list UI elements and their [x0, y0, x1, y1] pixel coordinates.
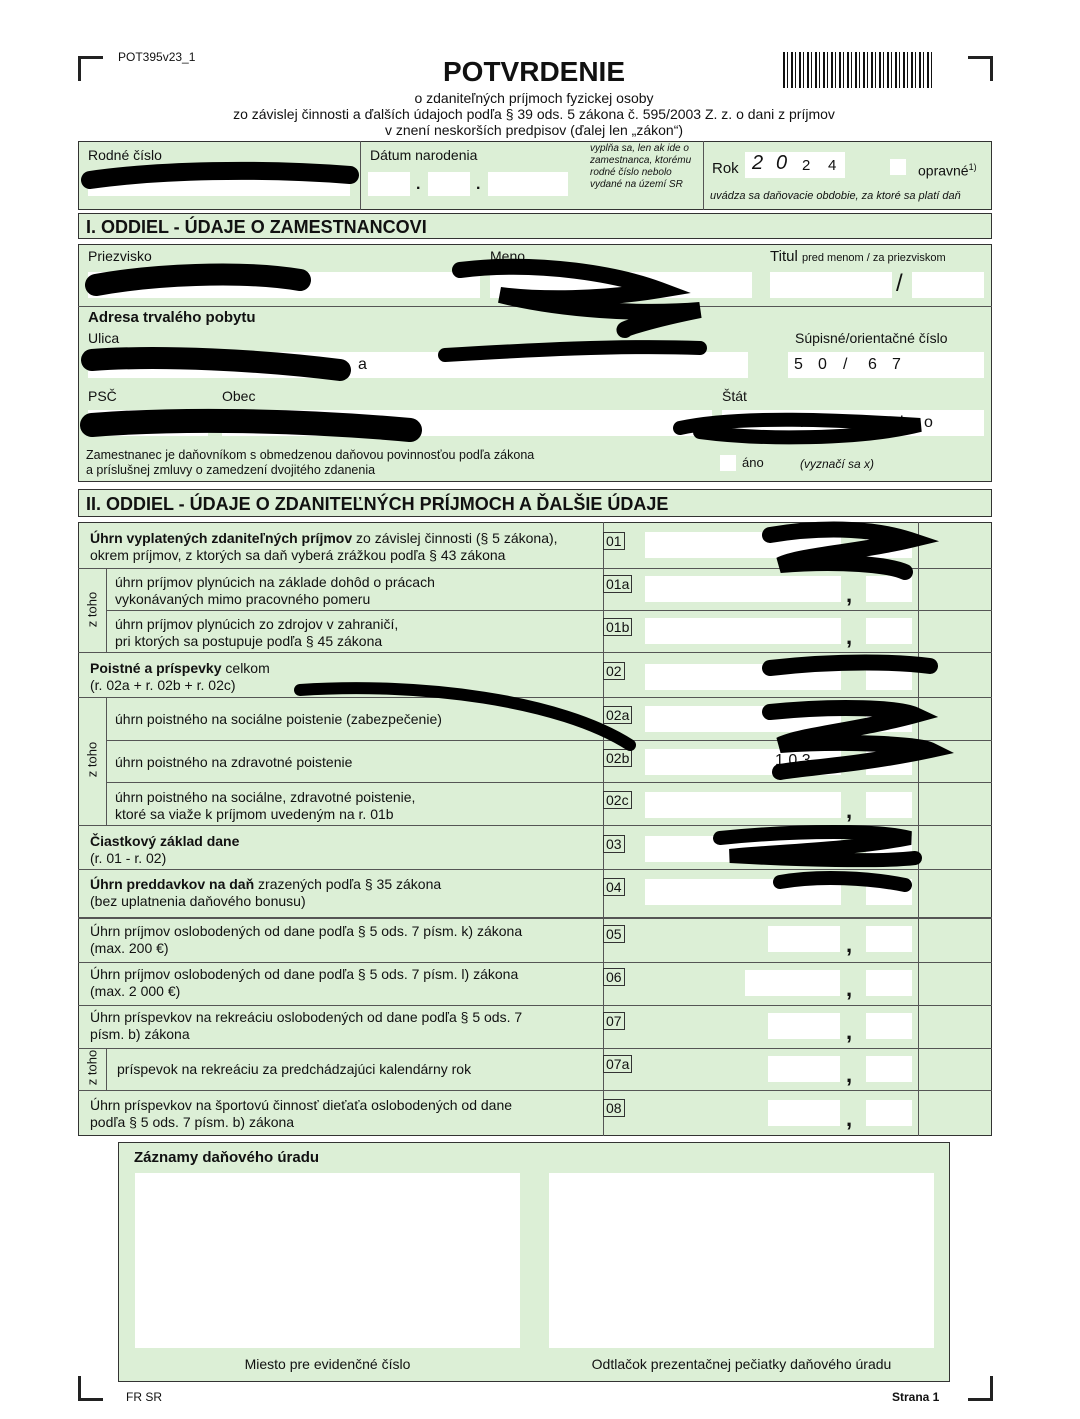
row-07a-number: 07a	[603, 1055, 632, 1073]
row-06-label: Úhrn príjmov oslobodených od dane podľa § 5 ods. 7 písm. l) zákona	[90, 966, 519, 982]
row-07-number: 07	[603, 1012, 625, 1030]
row-05-number: 05	[603, 925, 625, 943]
rok-digit-2: 0	[776, 152, 788, 174]
rok-digit-4: 4	[828, 157, 837, 174]
row-04-label-2: (bez uplatnenia daňového bonusu)	[90, 893, 306, 909]
row-01b-number: 01b	[603, 618, 632, 636]
section2-title: II. ODDIEL - ÚDAJE O ZDANITEĽNÝCH PRÍJMOCH A ĎALŠIE ÚDAJE	[86, 494, 669, 514]
row-07-label: Úhrn príspevkov na rekreáciu oslobodených od dane podľa § 5 ods. 7	[90, 1009, 523, 1025]
evidencne-cislo-label: Miesto pre evidenčné číslo	[244, 1356, 411, 1372]
row-03-label-2: (r. 01 - r. 02)	[90, 850, 167, 866]
row-02b-visible-value: 1 0 3	[775, 752, 811, 769]
row-01-number: 01	[603, 532, 625, 550]
ulica-label: Ulica	[88, 330, 120, 346]
row-06-number: 06	[603, 968, 625, 986]
row-02b-number: 02b	[603, 749, 632, 767]
row-02c-label: úhrn poistného na sociálne, zdravotné poistenie,	[115, 789, 416, 805]
row-04-number: 04	[603, 878, 625, 896]
evidencne-cislo-area[interactable]	[135, 1173, 520, 1348]
rok-label: Rok	[712, 160, 739, 177]
subtitle-3: v znení neskorších predpisov (ďalej len „zákon“)	[384, 122, 684, 138]
row-01-label-2: okrem príjmov, z ktorých sa daň vyberá zrážkou podľa § 43 zákona	[90, 547, 506, 563]
row-07a-label: príspevok na rekreáciu za predchádzajúci kalendárny rok	[117, 1061, 472, 1077]
supisne-char-1: 5	[794, 356, 803, 373]
row-01b-label: úhrn príjmov plynúcich zo zdrojov v zahraničí,	[115, 616, 399, 632]
row-02a-label: úhrn poistného na sociálne poistenie (zabezpečenie)	[115, 711, 442, 727]
row-08-label-2: podľa § 5 ods. 7 písm. b) zákona	[90, 1114, 295, 1130]
obmedzena-text-2: a príslušnej zmluvy o zamedzení dvojitého zdanenia	[86, 463, 376, 477]
subtitle-1: o zdaniteľných príjmoch fyzickej osoby	[414, 90, 654, 106]
vyznaci-label: (vyznačí sa x)	[800, 457, 875, 471]
row-02-label: Poistné a príspevky celkom	[90, 660, 270, 676]
row-05-label: Úhrn príjmov oslobodených od dane podľa § 5 ods. 7 písm. k) zákona	[90, 923, 523, 939]
row-04-label: Úhrn preddavkov na daň zrazených podľa § 35 zákona	[90, 876, 442, 892]
row-06-label-2: (max. 2 000 €)	[90, 983, 181, 999]
row-02b-label: úhrn poistného na zdravotné poistenie	[115, 754, 353, 770]
form-code: POT395v23_1	[118, 50, 196, 64]
crop-mark-bottom-right	[968, 1376, 993, 1401]
datum-narodenia-label: Dátum narodenia	[370, 147, 478, 163]
stat-char-4: s	[875, 414, 883, 431]
birth-date-note: vyplňa sa, len ak ide o zamestnanca, ktorému rodné číslo nebolo vydané na území SR	[590, 143, 692, 190]
records-title: Záznamy daňového úradu	[134, 1149, 320, 1166]
z-toho-label-1: z toho	[84, 591, 100, 628]
stat-label: Štát	[722, 388, 747, 404]
obec-label: Obec	[222, 388, 256, 404]
row-02c-number: 02c	[603, 791, 632, 809]
rok-digit-1: 2	[752, 152, 764, 174]
rok-digit-3: 2	[802, 157, 811, 174]
obmedzena-text-1: Zamestnanec je daňovníkom s obmedzenou daňovou povinnosťou podľa zákona	[86, 448, 535, 462]
stat-char-5: k	[900, 414, 908, 431]
ano-label: áno	[742, 455, 764, 470]
row-01a-label: úhrn príjmov plynúcich na základe dohôd o prácach	[115, 574, 435, 590]
peciatka-label: Odtlačok prezentačnej pečiatky daňového úradu	[591, 1356, 892, 1372]
row-07-label-2: písm. b) zákona	[90, 1026, 190, 1042]
supisne-char-3: /	[843, 356, 848, 373]
psc-label: PSČ	[88, 388, 117, 404]
row-03-label: Čiastkový základ dane	[90, 833, 240, 849]
supisne-char-2: 0	[818, 356, 827, 373]
z-toho-label-3: z toho	[84, 1049, 100, 1086]
z-toho-label-2: z toho	[84, 741, 100, 778]
footer-left: FR SR	[126, 1390, 162, 1404]
titul-label: Titul pred menom / za priezviskom	[770, 248, 946, 265]
row-03-number: 03	[603, 835, 625, 853]
meno-label: Meno	[490, 248, 526, 264]
subtitle-2: zo závislej činnosti a ďalších údajoch podľa § 39 ods. 5 zákona č. 595/2003 Z. z. o dani z príjmov	[233, 106, 835, 122]
supisne-char-5: 7	[892, 356, 901, 373]
crop-mark-bottom-left	[78, 1376, 103, 1401]
rodne-cislo-label: Rodné číslo	[88, 147, 162, 163]
stat-char-6: o	[924, 414, 933, 431]
supisne-label: Súpisné/orientačné číslo	[795, 330, 948, 346]
section1-title: I. ODDIEL - ÚDAJE O ZAMESTNANCOVI	[86, 217, 427, 237]
row-02c-label-2: ktoré sa viaže k príjmom uvedeným na r. 01b	[115, 806, 394, 822]
row-05-label-2: (max. 200 €)	[90, 940, 169, 956]
row-01a-label-2: vykonávaných mimo pracovného pomeru	[115, 591, 371, 607]
titul-separator: /	[896, 270, 903, 297]
supisne-char-4: 6	[868, 356, 877, 373]
row-01-label: Úhrn vyplatených zdaniteľných príjmov zo závislej činnosti (§ 5 zákona),	[90, 530, 558, 546]
row-01a-number: 01a	[603, 575, 632, 593]
ulica-visible-char: a	[358, 356, 367, 373]
priezvisko-label: Priezvisko	[88, 248, 152, 264]
stat-char-3: n	[850, 414, 859, 431]
peciatka-area[interactable]	[549, 1173, 934, 1348]
page-title: POTVRDENIE	[442, 56, 626, 87]
opravne-label: opravné$^{1)}$	[918, 162, 977, 179]
obdobie-note: uvádza sa daňovacie obdobie, za ktoré sa platí daň	[710, 190, 961, 202]
row-01b-label-2: pri ktorých sa postupuje podľa § 45 zákona	[115, 633, 383, 649]
row-02-label-2: (r. 02a + r. 02b + r. 02c)	[90, 677, 236, 693]
row-08-number: 08	[603, 1099, 625, 1117]
row-02-number: 02	[603, 662, 625, 680]
stat-char-1: r	[800, 414, 806, 431]
row-08-label: Úhrn príspevkov na športovú činnosť dieťaťa oslobodených od dane	[90, 1097, 513, 1113]
row-02a-number: 02a	[603, 706, 632, 724]
stat-char-2: e	[826, 414, 835, 431]
footer-right: Strana 1	[892, 1390, 940, 1404]
adresa-label: Adresa trvalého pobytu	[88, 309, 256, 326]
